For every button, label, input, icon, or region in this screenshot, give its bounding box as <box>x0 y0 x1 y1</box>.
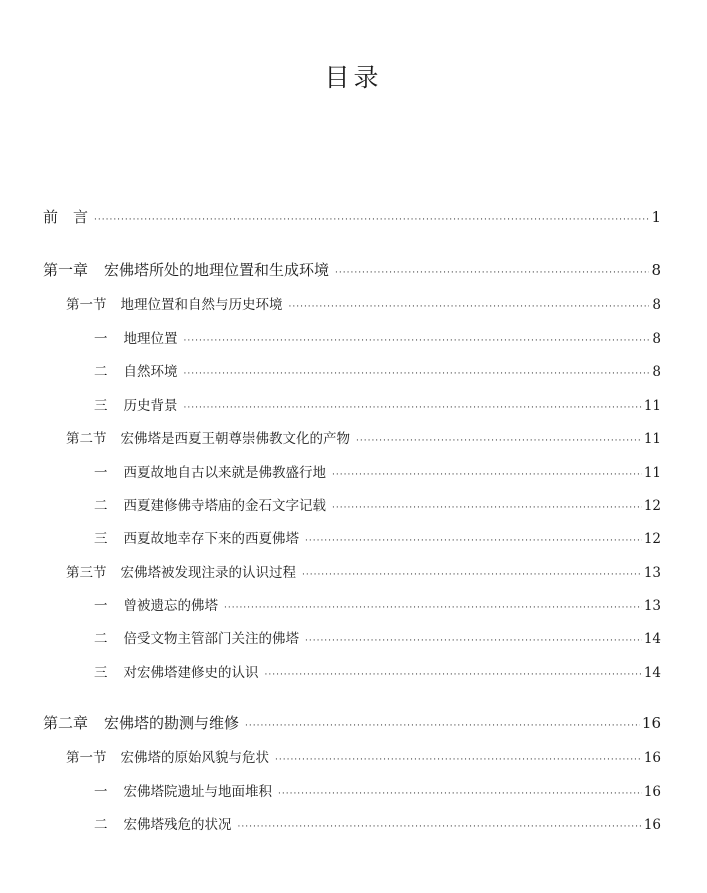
toc-entry <box>94 527 661 547</box>
toc-entry <box>43 259 661 280</box>
toc-entry-page: 11 <box>643 431 661 447</box>
toc-entry-number: 一 <box>94 598 108 614</box>
toc-entry-title: 西夏故地自古以来就是佛教盛行地 <box>123 465 326 481</box>
toc-entry-page: 12 <box>643 531 661 547</box>
toc-entry-number: 三 <box>94 398 108 414</box>
toc-entry-number: 二 <box>94 631 108 647</box>
toc-entry-page: 8 <box>652 297 661 313</box>
toc-entry-title: 倍受文物主管部门关注的佛塔 <box>123 631 299 647</box>
toc-entry-number: 第一节 <box>66 750 107 766</box>
dot-leader <box>332 470 642 480</box>
toc-entry-page: 14 <box>643 631 661 647</box>
toc-entry-title: 历史背景 <box>123 398 178 414</box>
toc-entry-title: 宏佛塔被发现注录的认识过程 <box>120 565 296 581</box>
toc-entry-page: 14 <box>643 665 661 681</box>
toc-entry-page: 8 <box>652 364 661 380</box>
dot-leader <box>224 603 642 613</box>
toc-entry-title: 地理位置 <box>123 331 178 347</box>
dot-leader <box>332 503 642 513</box>
toc-entry-page: 16 <box>643 817 661 833</box>
toc-entry-title: 自然环境 <box>123 364 178 380</box>
dot-leader <box>275 755 642 765</box>
toc-entry-title: 西夏故地幸存下来的西夏佛塔 <box>123 531 299 547</box>
toc-entry-page: 8 <box>651 261 661 279</box>
dot-leader <box>245 721 640 731</box>
page-title: 目录 <box>324 63 383 92</box>
dot-leader <box>335 268 649 278</box>
toc-entry-title: 西夏建修佛寺塔庙的金石文字记载 <box>123 498 326 514</box>
toc-entry-number: 一 <box>94 784 108 800</box>
dot-leader <box>302 570 642 580</box>
toc-entry <box>66 561 661 581</box>
toc-entry-number: 第一节 <box>66 297 107 313</box>
toc-entry <box>66 427 661 447</box>
toc-entry-number: 三 <box>94 665 108 681</box>
dot-leader <box>305 636 642 646</box>
toc-entry-number: 一 <box>94 465 108 481</box>
toc-entry-page: 13 <box>643 565 661 581</box>
toc-entry <box>94 360 661 380</box>
dot-leader <box>184 336 650 346</box>
dot-leader <box>94 215 649 225</box>
toc-entry-page: 11 <box>643 398 661 414</box>
toc-entry-title: 宏佛塔残危的状况 <box>123 817 232 833</box>
dot-leader <box>305 536 642 546</box>
toc-entry-number: 二 <box>94 498 108 514</box>
dot-leader <box>184 369 650 379</box>
toc-entry <box>94 813 661 833</box>
toc-entry-page: 1 <box>651 208 661 226</box>
dot-leader <box>356 436 642 446</box>
toc-entry <box>94 394 661 414</box>
toc-entry <box>94 661 661 681</box>
toc-entry-number: 第一章 <box>43 261 89 279</box>
toc-entry <box>94 327 661 347</box>
toc-entry-number: 二 <box>94 817 108 833</box>
toc-entry <box>66 746 661 766</box>
dot-leader <box>184 403 642 413</box>
toc-entry-page: 11 <box>643 465 661 481</box>
toc-entry-title: 宏佛塔院遗址与地面堆积 <box>123 784 272 800</box>
toc-entry-number: 二 <box>94 364 108 380</box>
toc-entry-page: 16 <box>641 714 661 732</box>
toc-entry <box>94 461 661 481</box>
toc-entry-title: 宏佛塔的勘测与维修 <box>104 714 240 732</box>
toc-entry <box>66 293 661 313</box>
toc-entry-title: 宏佛塔的原始风貌与危状 <box>120 750 269 766</box>
toc-entry <box>94 494 661 514</box>
toc-entry-number: 第二章 <box>43 714 89 732</box>
dot-leader <box>289 302 650 312</box>
toc-entry-page: 13 <box>643 598 661 614</box>
dot-leader <box>265 670 642 680</box>
toc-entry-number: 一 <box>94 331 108 347</box>
toc-entry-page: 12 <box>643 498 661 514</box>
toc-entry <box>43 712 661 733</box>
toc-entry-page: 16 <box>643 750 661 766</box>
toc-entry <box>94 594 661 614</box>
toc-entry-number: 三 <box>94 531 108 547</box>
toc-entry <box>94 780 661 800</box>
toc-entry-page: 16 <box>643 784 661 800</box>
toc-entry-number: 前 言 <box>43 208 89 226</box>
toc-entry-title: 宏佛塔是西夏王朝尊崇佛教文化的产物 <box>120 431 350 447</box>
toc-entry-page: 8 <box>652 331 661 347</box>
toc-entry <box>43 206 661 227</box>
toc-entry-title: 对宏佛塔建修史的认识 <box>123 665 259 681</box>
toc-entry-title: 地理位置和自然与历史环境 <box>120 297 283 313</box>
toc-entry-title: 曾被遗忘的佛塔 <box>123 598 218 614</box>
dot-leader <box>278 789 642 799</box>
dot-leader <box>238 822 642 832</box>
toc-entry <box>94 627 661 647</box>
toc-entry-number: 第三节 <box>66 565 107 581</box>
toc-entry-title: 宏佛塔所处的地理位置和生成环境 <box>104 261 330 279</box>
toc-entry-number: 第二节 <box>66 431 107 447</box>
